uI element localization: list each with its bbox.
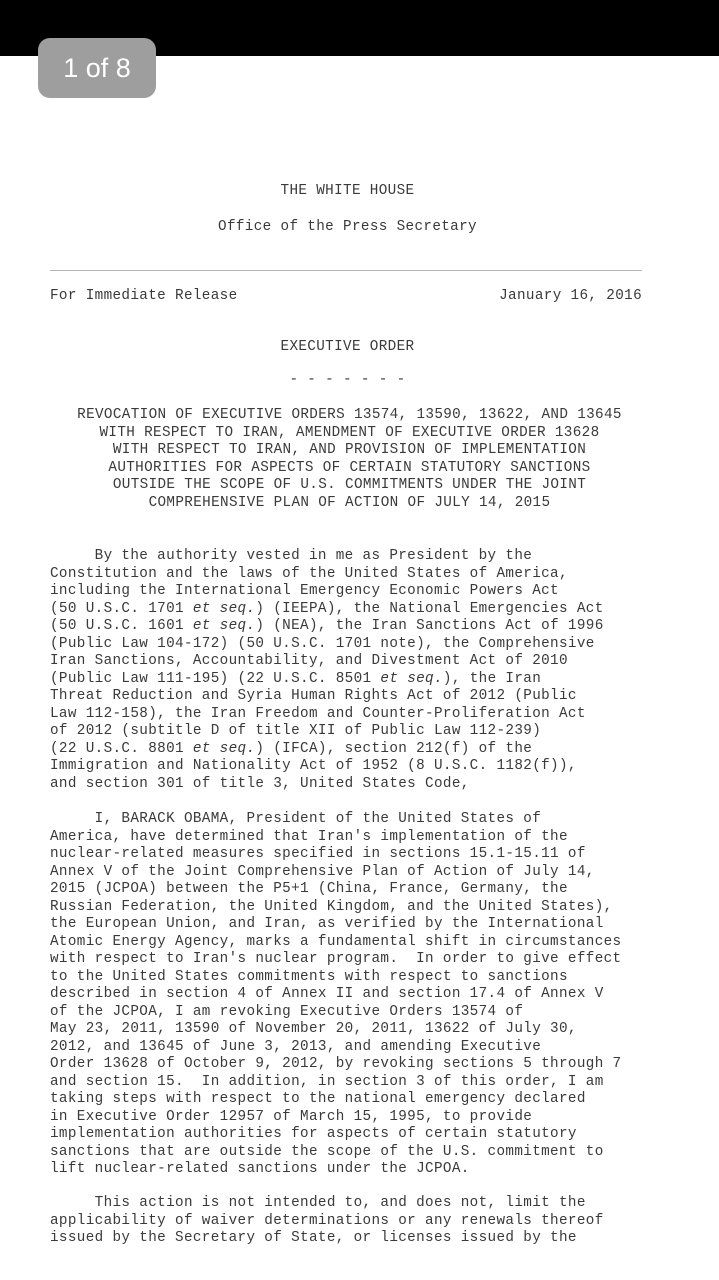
text-segment: ), the Iran <box>442 670 542 687</box>
text-line: I, BARACK OBAMA, President of the United States of <box>50 811 542 827</box>
text-line: lift nuclear-related sanctions under the JCPOA. <box>50 1161 470 1177</box>
text-line <box>50 548 700 566</box>
text-line <box>50 688 700 706</box>
text-segment: ) (IEEPA), the National Emergencies Act <box>255 600 604 617</box>
order-title <box>0 407 699 513</box>
release-label: For Immediate Release <box>50 288 238 304</box>
order-separator: - - - - - - - <box>289 372 406 388</box>
text-segment: Law 112-158), the Iran Freedom and Counter-Proliferation Act <box>50 705 586 722</box>
page-indicator: 1 of 8 <box>38 38 156 98</box>
text-line <box>50 601 700 619</box>
text-line: implementation authorities for aspects of certain statutory <box>50 1126 577 1142</box>
text-line: Annex V of the Joint Comprehensive Plan of Action of July 14, <box>50 863 595 880</box>
italic-text: et seq. <box>192 600 256 617</box>
text-segment: Constitution and the laws of the United States of America, <box>50 565 568 582</box>
order-title-line: WITH RESPECT TO IRAN, AMENDMENT OF EXECUTIVE ORDER 13628 <box>99 424 600 441</box>
text-line <box>50 706 700 724</box>
text-line: Atomic Energy Agency, marks a fundamental shift in circumstances <box>50 933 622 950</box>
text-segment: including the International Emergency Economic Powers Act <box>50 583 559 599</box>
italic-text: et seq. <box>192 618 256 634</box>
text-line <box>50 758 700 776</box>
text-segment: of 2012 (subtitle D of title XII of Public Law 112-239) <box>50 723 542 739</box>
text-line <box>50 583 700 601</box>
text-segment: (Public Law 111-195) (22 U.S.C. 8501 <box>50 670 381 687</box>
text-line <box>50 723 700 741</box>
text-line <box>50 566 700 584</box>
text-segment: ) (IFCA), section 212(f) of the <box>255 740 533 757</box>
text-line: applicability of waiver determinations or any renewals thereof <box>50 1212 604 1229</box>
release-date: January 16, 2016 <box>499 288 642 304</box>
text-line: of the JCPOA, I am revoking Executive Orders 13574 of <box>50 1003 524 1020</box>
determination-paragraph <box>50 811 700 1179</box>
text-line: May 23, 2011, 13590 of November 20, 2011, 13622 of July 30, <box>50 1021 577 1037</box>
text-segment: By the authority vested in me as President by the <box>50 548 533 564</box>
text-segment: (50 U.S.C. 1601 <box>50 618 193 634</box>
text-line: with respect to Iran's nuclear program. In order to give effect <box>50 951 622 967</box>
text-segment: (22 U.S.C. 8801 <box>50 740 193 757</box>
text-line: 2015 (JCPOA) between the P5+1 (China, France, Germany, the <box>50 881 568 897</box>
text-segment: ) (NEA), the Iran Sanctions Act of 1996 <box>255 618 604 634</box>
text-line: America, have determined that Iran's implementation of the <box>50 828 568 845</box>
text-line: taking steps with respect to the national emergency declared <box>50 1091 586 1107</box>
order-type: EXECUTIVE ORDER <box>280 339 415 355</box>
text-segment: and section 301 of title 3, United States Code, <box>50 775 470 792</box>
order-title-line: OUTSIDE THE SCOPE OF U.S. COMMITMENTS UNDER THE JOINT <box>112 477 587 494</box>
limitation-paragraph <box>50 1195 700 1248</box>
text-segment: (Public Law 104-172) (50 U.S.C. 1701 note), the Comprehensive <box>50 635 595 652</box>
text-line <box>50 636 700 654</box>
text-line <box>50 776 700 794</box>
italic-text: et seq. <box>380 670 443 687</box>
text-line: Order 13628 of October 9, 2012, by revoking sections 5 through 7 <box>50 1056 622 1072</box>
text-line: the European Union, and Iran, as verified by the International <box>50 916 604 932</box>
text-line: issued by the Secretary of State, or licenses issued by the <box>50 1230 577 1246</box>
release-row <box>50 288 642 304</box>
text-line: Russian Federation, the United Kingdom, and the United States), <box>50 898 613 915</box>
text-line: This action is not intended to, and does not, limit the <box>50 1195 586 1211</box>
text-segment: Iran Sanctions, Accountability, and Divestment Act of 2010 <box>50 653 568 669</box>
text-line: to the United States commitments with respect to sanctions <box>50 968 568 985</box>
text-line <box>50 741 700 759</box>
header-divider <box>50 270 642 271</box>
text-line: and section 15. In addition, in section 3 of this order, I am <box>50 1073 604 1090</box>
text-line: in Executive Order 12957 of March 15, 1995, to provide <box>50 1108 533 1125</box>
text-segment: Threat Reduction and Syria Human Rights Act of 2012 (Public <box>50 688 577 704</box>
text-line: sanctions that are outside the scope of the U.S. commitment to <box>50 1143 604 1160</box>
office-title: Office of the Press Secretary <box>218 219 477 235</box>
text-line <box>50 618 700 636</box>
text-line: 2012, and 13645 of June 3, 2013, and amending Executive <box>50 1038 542 1055</box>
text-segment: (50 U.S.C. 1701 <box>50 600 193 617</box>
text-line <box>50 671 700 689</box>
org-title: THE WHITE HOUSE <box>280 183 415 199</box>
text-line: described in section 4 of Annex II and section 17.4 of Annex V <box>50 986 604 1002</box>
text-line: nuclear-related measures specified in sections 15.1-15.11 of <box>50 846 586 862</box>
order-title-line: REVOCATION OF EXECUTIVE ORDERS 13574, 13590, 13622, AND 13645 <box>77 407 622 423</box>
text-segment: Immigration and Nationality Act of 1952 (8 U.S.C. 1182(f)), <box>50 758 577 774</box>
text-line <box>50 653 700 671</box>
order-title-line: WITH RESPECT TO IRAN, AND PROVISION OF IMPLEMENTATION <box>112 442 587 459</box>
italic-text: et seq. <box>192 740 256 757</box>
order-title-line: AUTHORITIES FOR ASPECTS OF CERTAIN STATUTORY SANCTIONS <box>108 459 591 476</box>
order-title-line: COMPREHENSIVE PLAN OF ACTION OF JULY 14, 2015 <box>148 494 551 511</box>
authority-paragraph <box>50 548 700 793</box>
